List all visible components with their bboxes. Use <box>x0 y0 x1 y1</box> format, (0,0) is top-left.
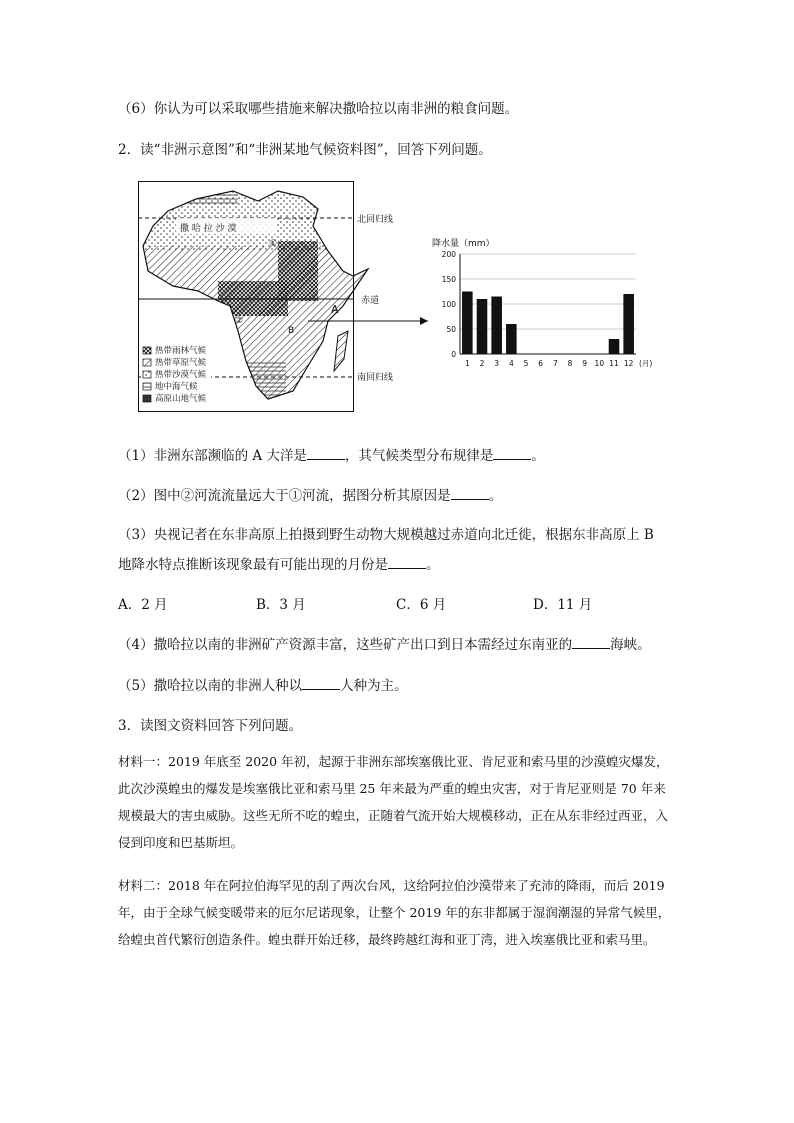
river-2-marker: ② <box>235 316 244 326</box>
answer-blank[interactable] <box>493 447 531 460</box>
bar-month-2 <box>477 299 488 354</box>
x-tick-label: 11 <box>609 359 619 368</box>
question-2-3-line2: 地降水特点推断该现象最有可能出现的月份是 。 <box>118 557 440 573</box>
tropic-s-label: 南回归线 <box>357 373 394 383</box>
legend-savanna: 热带草原气候 <box>155 358 207 368</box>
y-tick-label: 200 <box>441 250 456 259</box>
y-tick-label: 100 <box>441 300 456 309</box>
bar-month-3 <box>491 297 502 355</box>
ocean-a-label: A <box>331 303 339 316</box>
chart-ylabel: 降水量（mm） <box>432 239 495 249</box>
x-tick-label: 12 <box>623 359 634 368</box>
legend-mediterranean: 地中海气候 <box>155 382 198 392</box>
option-c[interactable]: C．6 月 <box>396 597 447 613</box>
material-1: 材料一：2019 年底至 2020 年初，起源于非洲东部埃塞俄比亚、肯尼亚和索马里的沙漠蝗灾爆发，此次沙漠蝗虫的爆发是埃塞俄比亚和索马里 25 年来最为严重的蝗虫灾害，对于肯尼亚则是 70 年来规模最大的害虫威胁。这些无所不吃的蝗虫，正随着气流开始大规模移动，正在从东非经过西亚，入侵到印度和巴基斯坦。 <box>118 754 669 850</box>
legend-desert: 热带沙漠气候 <box>155 370 207 380</box>
answer-blank[interactable] <box>388 556 426 569</box>
legend-highland: 高原山地气候 <box>155 394 207 404</box>
bar-month-11 <box>609 339 620 354</box>
y-tick-label: 50 <box>446 325 456 334</box>
answer-blank[interactable] <box>451 487 489 500</box>
bar-month-12 <box>623 294 634 354</box>
question-2-2: （2）图中②河流流量远大于①河流，据图分析其原因是 。 <box>118 488 503 504</box>
option-a[interactable]: A．2 月 <box>118 597 168 613</box>
x-tick-label: 4 <box>508 359 514 368</box>
question-2-5: （5）撒哈拉以南的非洲人种以 人种为主。 <box>118 678 408 694</box>
bar-month-4 <box>506 324 517 354</box>
point-b-label: B <box>288 326 295 336</box>
x-tick-label: 6 <box>538 359 544 368</box>
y-tick-label: 0 <box>451 350 456 359</box>
question-2-3-line1: （3）央视记者在东非高原上拍摄到野生动物大规模越过赤道向北迁徙，根据东非高原上 B <box>118 527 654 543</box>
question-2-4: （4）撒哈拉以南的非洲矿产资源丰富，这些矿产出口到日本需经过东南亚的 海峡。 <box>118 637 651 653</box>
equator-label: 赤道 <box>361 296 380 306</box>
tropic-n-label: 北回归线 <box>357 215 394 225</box>
sahara-label: 撒 哈 拉 沙 漠 <box>180 224 237 234</box>
x-tick-label: 10 <box>594 359 605 368</box>
river-1-marker: ① <box>269 239 278 249</box>
x-tick-label: 5 <box>523 359 529 368</box>
y-tick-label: 150 <box>441 275 456 284</box>
question-2-title: 2．读“非洲示意图”和“非洲某地气候资料图”，回答下列问题。 <box>118 142 492 158</box>
legend-rainforest: 热带雨林气候 <box>155 346 207 356</box>
question-3-title: 3．读图文资料回答下列问题。 <box>118 718 303 734</box>
option-b[interactable]: B．3 月 <box>256 597 306 613</box>
x-tick-label: 1 <box>464 359 470 368</box>
x-tick-label: 8 <box>567 359 573 368</box>
answer-blank[interactable] <box>572 636 610 649</box>
question-6: （6）你认为可以采取哪些措施来解决撒哈拉以南非洲的粮食问题。 <box>118 101 519 117</box>
x-tick-label: 2 <box>479 359 485 368</box>
x-unit-label: (月) <box>639 359 653 368</box>
x-tick-label: 9 <box>582 359 588 368</box>
material-2: 材料二：2018 年在阿拉伯海罕见的刮了两次台风，这给阿拉伯沙漠带来了充沛的降雨，而后 2019 年，由于全球气候变暖带来的厄尔尼诺现象，让整个 2019 年的东非都属于湿润潮湿的异常气候里，给蝗虫首代繁衍创造条件。蝗虫群开始迁移，最终跨越红海和亚丁湾，进入埃塞俄比亚和索马里。 <box>118 878 671 947</box>
option-d[interactable]: D．11 月 <box>533 597 593 613</box>
africa-map <box>138 181 438 413</box>
x-tick-label: 3 <box>494 359 500 368</box>
answer-blank[interactable] <box>302 677 340 690</box>
x-tick-label: 7 <box>552 359 558 368</box>
precipitation-chart <box>430 236 670 376</box>
question-2-1: （1）非洲东部濒临的 A 大洋是 ，其气候类型分布规律是 。 <box>118 448 545 464</box>
answer-blank[interactable] <box>307 447 345 460</box>
bar-month-1 <box>462 292 473 355</box>
